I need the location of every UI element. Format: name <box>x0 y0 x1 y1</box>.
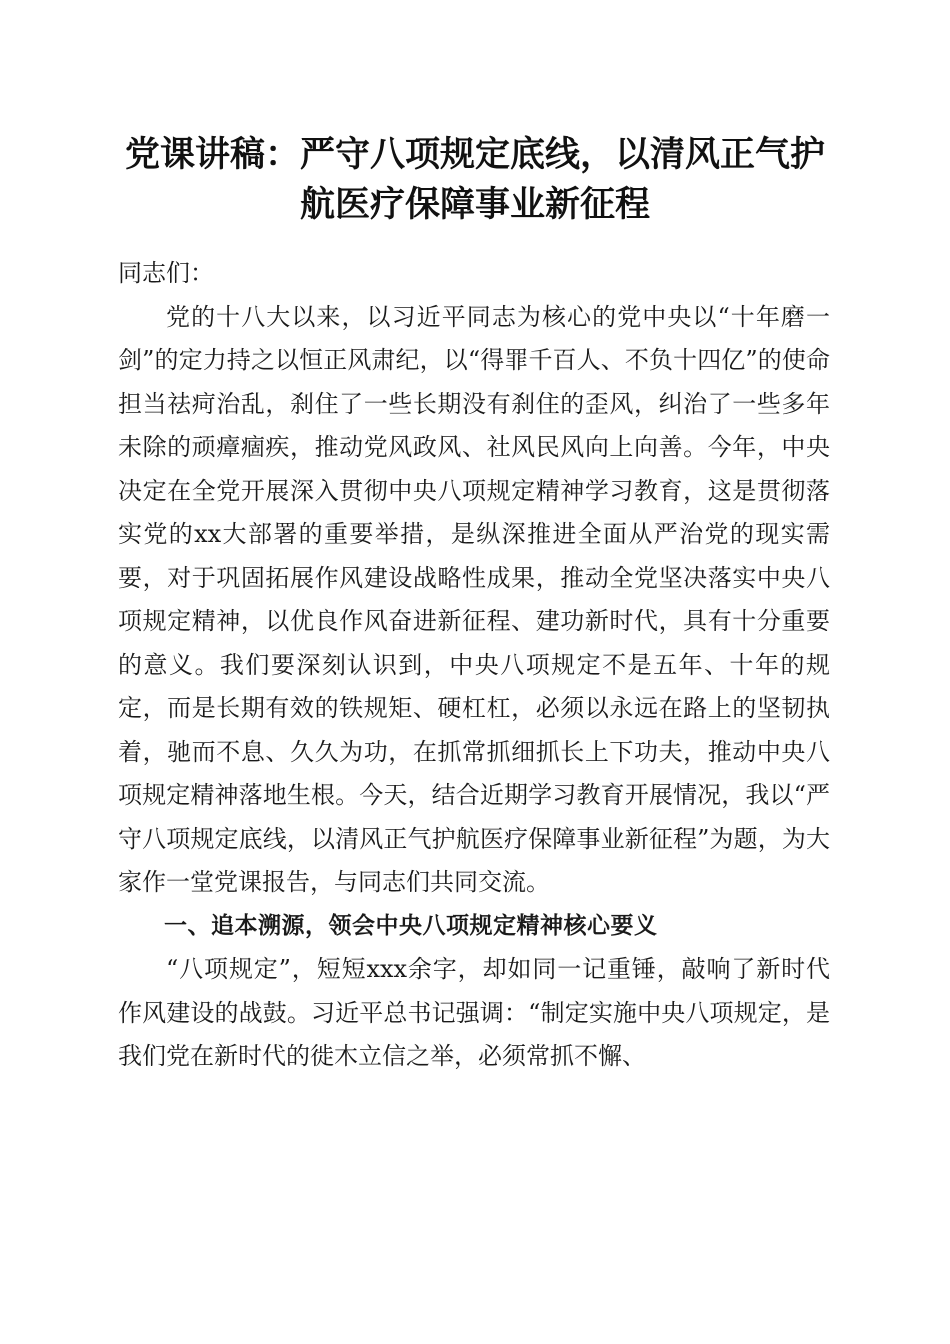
section-1-paragraph: “八项规定”，短短xxx余字，却如同一记重锤，敲响了新时代作风建设的战鼓。习近平总书记强调：“制定实施中央八项规定，是我们党在新时代的徙木立信之举，必须常抓不懈、 <box>118 955 830 1070</box>
section-heading-1: 一、追本溯源，领会中央八项规定精神核心要义 <box>164 912 658 939</box>
title-line-1: 党课讲稿：严守八项规定底线，以清风正气护 <box>124 134 825 175</box>
title-line-2: 航医疗保障事业新征程 <box>299 184 650 225</box>
document-title <box>100 130 850 230</box>
intro-paragraph: 党的十八大以来，以习近平同志为核心的党中央以“十年磨一剑”的定力持之以恒正风肃纪，以“得罪千百人、不负十四亿”的使命担当祛疴治乱，刹住了一些长期没有刹住的歪风，纠治了一些多年未除的顽瘴痼疾，推动党风政风、社风民风向上向善。今年，中央决定在全党开展深入贯彻中央八项规定精神学习教育，这是贯彻落实党的xx大部署的重要举措，是纵深推进全面从严治党的现实需要，对于巩固拓展作风建设战略性成果，推动全党坚决落实中央八项规定精神，以优良作风奋进新征程、建功新时代，具有十分重要的意义。我们要深刻认识到，中央八项规定不是五年、十年的规定，而是长期有效的铁规矩、硬杠杠，必须以永远在路上的坚韧执着，驰而不息、久久为功，在抓常抓细抓长上下功夫，推动中央八项规定精神落地生根。今天，结合近期学习教育开展情况，我以“严守八项规定底线，以清风正气护航医疗保障事业新征程”为题，为大家作一堂党课报告，与同志们共同交流。 <box>118 302 830 896</box>
document-body <box>118 252 830 1079</box>
salutation: 同志们： <box>118 259 214 287</box>
